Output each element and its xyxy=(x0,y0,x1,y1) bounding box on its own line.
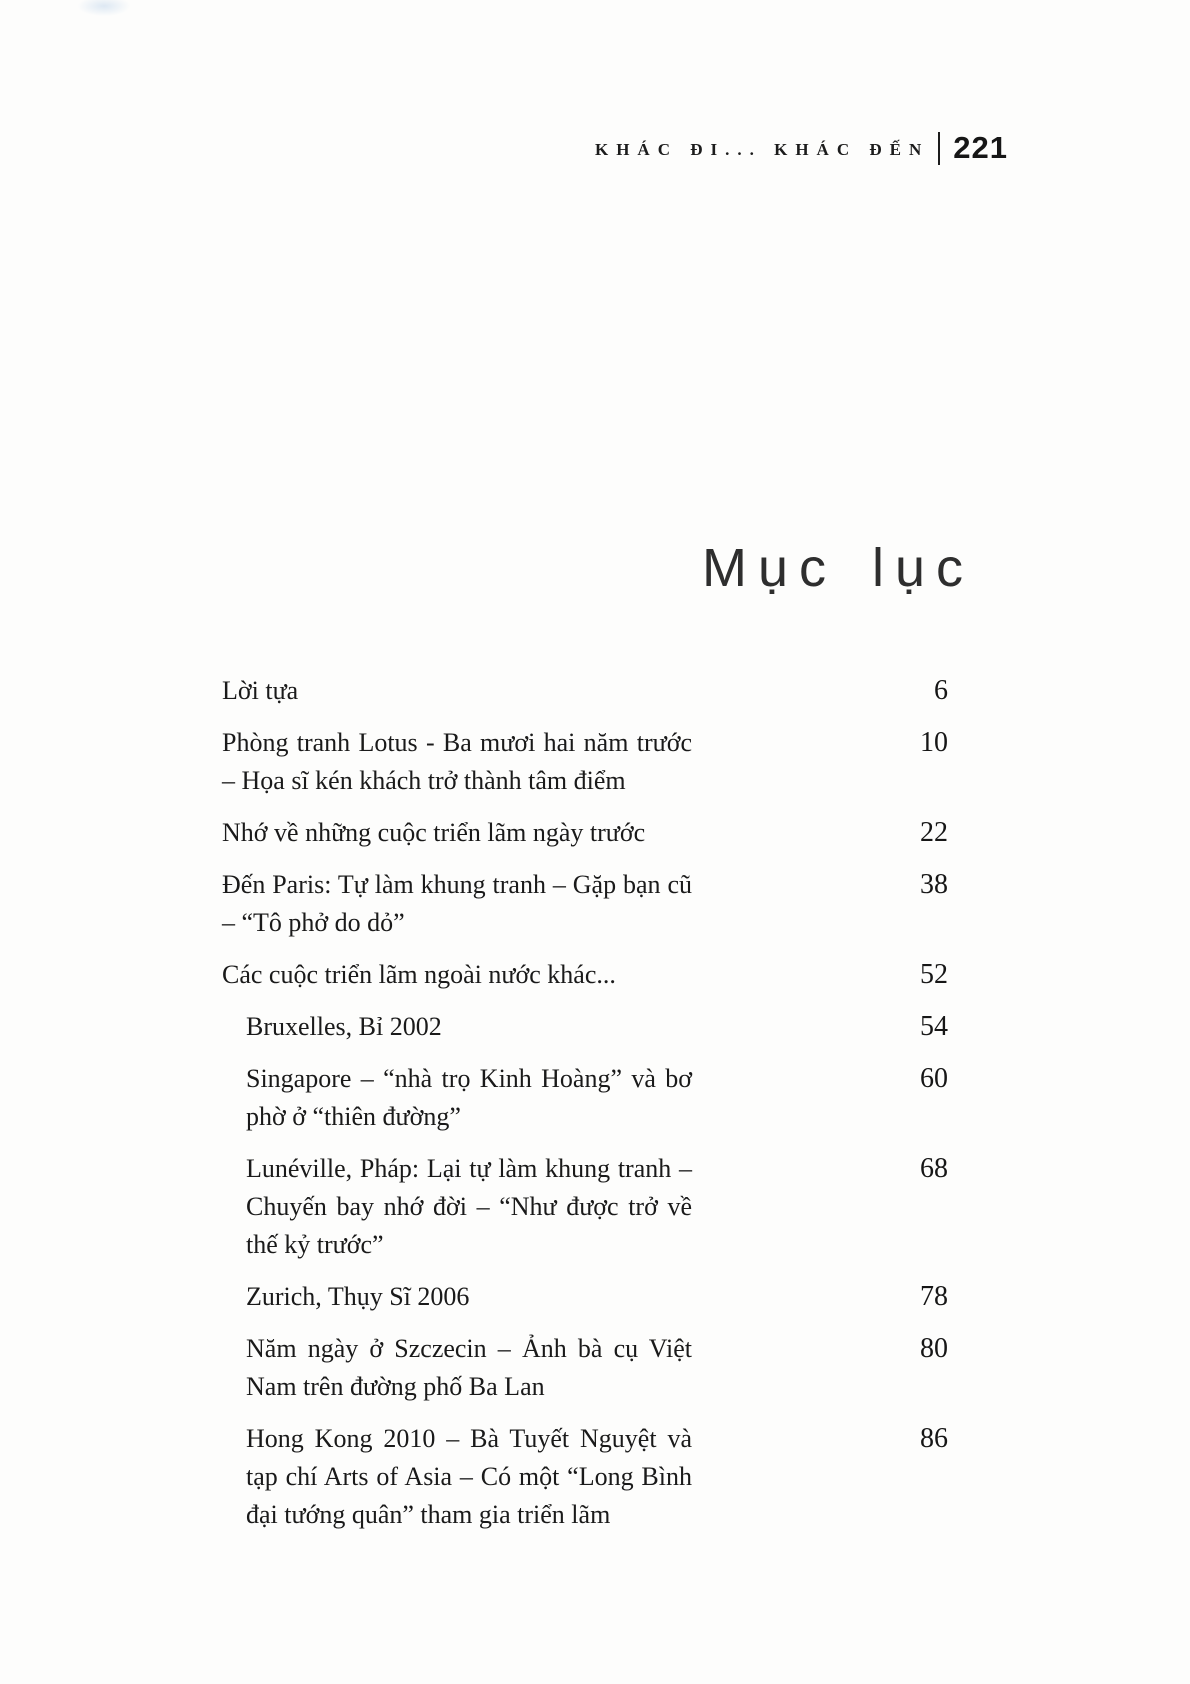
toc-entry-label: Lunéville, Pháp: Lại tự làm khung tranh – Chuyến bay nhớ đời – “Như được trở về thế kỷ trước” xyxy=(246,1154,692,1259)
toc-entry-page-number: 86 xyxy=(920,1423,948,1454)
running-header-title: KHÁC ĐI... KHÁC ĐẾN xyxy=(594,140,930,159)
toc-row xyxy=(222,724,948,800)
toc-entry-page-number: 38 xyxy=(920,869,948,900)
toc-entry-label: Hong Kong 2010 – Bà Tuyết Nguyệt và tạp chí Arts of Asia – Có một “Long Bình đại tướng quân” tham gia triển lãm xyxy=(246,1424,692,1529)
toc-entry-page-number: 78 xyxy=(920,1281,948,1312)
toc-entry-label: Các cuộc triển lãm ngoài nước khác... xyxy=(222,960,616,989)
toc-entry-label: Năm ngày ở Szczecin – Ảnh bà cụ Việt Nam trên đường phố Ba Lan xyxy=(246,1334,692,1401)
running-header xyxy=(595,130,1008,166)
toc-row xyxy=(222,956,948,994)
toc-entry-label: Singapore – “nhà trọ Kinh Hoàng” và bơ phờ ở “thiên đường” xyxy=(246,1064,692,1131)
toc-entry-page-number: 52 xyxy=(920,959,948,990)
header-page-number: 221 xyxy=(953,130,1008,165)
toc-entry-page-number: 68 xyxy=(920,1153,948,1184)
toc-entry-label: Nhớ về những cuộc triển lãm ngày trước xyxy=(222,818,646,847)
toc-row xyxy=(222,1330,948,1406)
toc-entry-label: Zurich, Thụy Sĩ 2006 xyxy=(246,1282,470,1311)
page-title: Mục lục xyxy=(702,538,975,598)
scan-smudge xyxy=(78,0,130,16)
toc-entry-page-number: 80 xyxy=(920,1333,948,1364)
toc-entry-page-number: 22 xyxy=(920,817,948,848)
toc-entry-page-number: 6 xyxy=(934,675,948,706)
toc-entry-label: Bruxelles, Bỉ 2002 xyxy=(246,1012,442,1041)
toc-row xyxy=(222,1060,948,1136)
toc-row xyxy=(222,1150,948,1264)
toc-row xyxy=(222,672,948,710)
toc-entry-page-number: 60 xyxy=(920,1063,948,1094)
toc-entry-page-number: 10 xyxy=(920,727,948,758)
toc-row xyxy=(222,1278,948,1316)
toc-row xyxy=(222,1008,948,1046)
toc-entry-label: Đến Paris: Tự làm khung tranh – Gặp bạn cũ – “Tô phở do dỏ” xyxy=(222,870,692,937)
toc-entry-page-number: 54 xyxy=(920,1011,948,1042)
toc-row xyxy=(222,866,948,942)
toc-entry-label: Lời tựa xyxy=(222,676,299,705)
toc-entry-label: Phòng tranh Lotus - Ba mươi hai năm trước – Họa sĩ kén khách trở thành tâm điểm xyxy=(222,728,692,795)
toc-row xyxy=(222,1420,948,1534)
toc-row xyxy=(222,814,948,852)
header-divider xyxy=(938,132,940,165)
toc-list xyxy=(222,672,948,1548)
